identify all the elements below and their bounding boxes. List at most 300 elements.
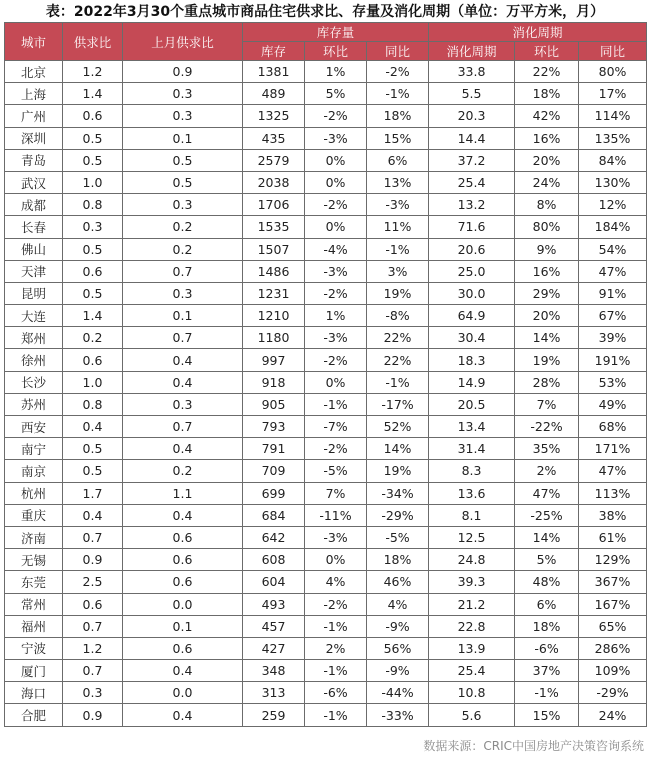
cell-inventory: 1706	[243, 194, 305, 216]
cell-cycle-yoy: 65%	[579, 615, 647, 637]
cell-city: 大连	[5, 305, 63, 327]
cell-cycle-yoy: 184%	[579, 216, 647, 238]
cell-inventory: 604	[243, 571, 305, 593]
table-row	[5, 549, 647, 571]
cell-inventory: 493	[243, 593, 305, 615]
cell-inventory: 918	[243, 371, 305, 393]
cell-supply-ratio: 0.6	[63, 260, 123, 282]
cell-cycle: 5.5	[429, 83, 515, 105]
cell-inventory: 348	[243, 660, 305, 682]
cell-inventory: 489	[243, 83, 305, 105]
cell-cycle-mom: 9%	[515, 238, 579, 260]
cell-cycle-yoy: 61%	[579, 526, 647, 548]
col-header-last-month-ratio: 上月供求比	[123, 23, 243, 61]
table-row	[5, 660, 647, 682]
cell-last-month-ratio: 0.4	[123, 371, 243, 393]
cell-city: 海口	[5, 682, 63, 704]
cell-cycle: 14.4	[429, 127, 515, 149]
table-row	[5, 171, 647, 193]
table-row	[5, 393, 647, 415]
cell-cycle-mom: 5%	[515, 549, 579, 571]
cell-supply-ratio: 0.9	[63, 549, 123, 571]
cell-city: 深圳	[5, 127, 63, 149]
cell-cycle-mom: 16%	[515, 260, 579, 282]
cell-inventory-yoy: -9%	[367, 615, 429, 637]
table-row	[5, 593, 647, 615]
cell-supply-ratio: 0.3	[63, 216, 123, 238]
cell-inventory-yoy: -17%	[367, 393, 429, 415]
cell-cycle: 24.8	[429, 549, 515, 571]
table-row	[5, 238, 647, 260]
cell-cycle: 25.4	[429, 171, 515, 193]
cell-last-month-ratio: 0.4	[123, 704, 243, 726]
source-note: 数据来源：CRIC中国房地产决策咨询系统	[423, 739, 644, 753]
cell-inventory-yoy: 52%	[367, 416, 429, 438]
cell-city: 宁波	[5, 637, 63, 659]
cell-cycle-yoy: 84%	[579, 149, 647, 171]
cell-inventory-mom: 7%	[305, 482, 367, 504]
cell-inventory-mom: -3%	[305, 526, 367, 548]
cell-inventory-yoy: -33%	[367, 704, 429, 726]
cell-supply-ratio: 0.5	[63, 149, 123, 171]
cell-cycle-mom: 15%	[515, 704, 579, 726]
table-row	[5, 704, 647, 726]
cell-cycle: 33.8	[429, 61, 515, 83]
cell-inventory: 791	[243, 438, 305, 460]
cell-cycle-yoy: 113%	[579, 482, 647, 504]
cell-supply-ratio: 0.5	[63, 438, 123, 460]
cell-last-month-ratio: 0.4	[123, 660, 243, 682]
cell-cycle: 30.4	[429, 327, 515, 349]
cell-cycle-mom: 80%	[515, 216, 579, 238]
cell-cycle: 64.9	[429, 305, 515, 327]
cell-cycle-mom: 19%	[515, 349, 579, 371]
cell-cycle-mom: 20%	[515, 305, 579, 327]
cell-inventory-mom: -2%	[305, 349, 367, 371]
cell-inventory-mom: 0%	[305, 549, 367, 571]
cell-cycle-mom: 18%	[515, 615, 579, 637]
cell-inventory-yoy: -5%	[367, 526, 429, 548]
cell-cycle: 21.2	[429, 593, 515, 615]
cell-supply-ratio: 1.0	[63, 171, 123, 193]
cell-last-month-ratio: 0.3	[123, 282, 243, 304]
cell-last-month-ratio: 0.3	[123, 83, 243, 105]
cell-cycle-yoy: 367%	[579, 571, 647, 593]
cell-cycle-yoy: 53%	[579, 371, 647, 393]
cell-cycle-yoy: 171%	[579, 438, 647, 460]
cell-cycle-mom: 24%	[515, 171, 579, 193]
cell-inventory: 1535	[243, 216, 305, 238]
table-row	[5, 371, 647, 393]
table-row	[5, 526, 647, 548]
cell-cycle-yoy: 54%	[579, 238, 647, 260]
cell-inventory-mom: 0%	[305, 171, 367, 193]
cell-inventory-yoy: 14%	[367, 438, 429, 460]
cell-cycle-yoy: 12%	[579, 194, 647, 216]
cell-inventory-mom: -6%	[305, 682, 367, 704]
cell-inventory-mom: -3%	[305, 327, 367, 349]
cell-inventory: 1507	[243, 238, 305, 260]
cell-cycle: 71.6	[429, 216, 515, 238]
cell-supply-ratio: 0.5	[63, 238, 123, 260]
cell-inventory-mom: 1%	[305, 61, 367, 83]
cell-inventory-yoy: -8%	[367, 305, 429, 327]
cell-inventory: 1180	[243, 327, 305, 349]
cell-inventory: 699	[243, 482, 305, 504]
cell-supply-ratio: 0.9	[63, 704, 123, 726]
cell-cycle: 13.9	[429, 637, 515, 659]
cell-city: 重庆	[5, 504, 63, 526]
cell-inventory-yoy: 3%	[367, 260, 429, 282]
cell-cycle-mom: 48%	[515, 571, 579, 593]
cell-cycle: 31.4	[429, 438, 515, 460]
table-row	[5, 327, 647, 349]
cell-supply-ratio: 0.4	[63, 416, 123, 438]
cell-last-month-ratio: 0.0	[123, 593, 243, 615]
table-row	[5, 637, 647, 659]
cell-cycle-mom: 7%	[515, 393, 579, 415]
cell-supply-ratio: 0.4	[63, 504, 123, 526]
cell-inventory: 2579	[243, 149, 305, 171]
cell-cycle: 13.6	[429, 482, 515, 504]
cell-supply-ratio: 0.3	[63, 682, 123, 704]
cell-cycle-mom: 28%	[515, 371, 579, 393]
cell-last-month-ratio: 0.7	[123, 416, 243, 438]
cell-supply-ratio: 1.7	[63, 482, 123, 504]
cell-inventory-yoy: 4%	[367, 593, 429, 615]
cell-cycle-yoy: -29%	[579, 682, 647, 704]
cell-inventory-yoy: 18%	[367, 105, 429, 127]
cell-cycle-yoy: 80%	[579, 61, 647, 83]
cell-inventory-yoy: -34%	[367, 482, 429, 504]
cell-supply-ratio: 2.5	[63, 571, 123, 593]
cell-city: 青岛	[5, 149, 63, 171]
cell-last-month-ratio: 0.3	[123, 105, 243, 127]
group-header-inventory: 库存量	[243, 23, 429, 42]
cell-supply-ratio: 0.8	[63, 194, 123, 216]
cell-city: 天津	[5, 260, 63, 282]
col-header-inventory: 库存	[243, 42, 305, 61]
cell-supply-ratio: 0.7	[63, 526, 123, 548]
cell-last-month-ratio: 0.6	[123, 549, 243, 571]
cell-cycle-yoy: 191%	[579, 349, 647, 371]
cell-inventory: 1210	[243, 305, 305, 327]
cell-city: 西安	[5, 416, 63, 438]
cell-inventory: 427	[243, 637, 305, 659]
col-header-cycle-mom: 环比	[515, 42, 579, 61]
cell-cycle: 8.1	[429, 504, 515, 526]
cell-city: 长沙	[5, 371, 63, 393]
cell-inventory: 997	[243, 349, 305, 371]
table-row	[5, 482, 647, 504]
cell-city: 福州	[5, 615, 63, 637]
cell-supply-ratio: 0.6	[63, 593, 123, 615]
cell-cycle-mom: 18%	[515, 83, 579, 105]
cell-cycle: 20.6	[429, 238, 515, 260]
cell-city: 北京	[5, 61, 63, 83]
cell-cycle: 25.0	[429, 260, 515, 282]
cell-cycle-yoy: 114%	[579, 105, 647, 127]
cell-supply-ratio: 0.5	[63, 282, 123, 304]
cell-inventory: 259	[243, 704, 305, 726]
cell-inventory-mom: 0%	[305, 371, 367, 393]
cell-cycle-mom: -6%	[515, 637, 579, 659]
table-row	[5, 504, 647, 526]
cell-cycle: 14.9	[429, 371, 515, 393]
cell-last-month-ratio: 0.1	[123, 615, 243, 637]
cell-inventory-mom: -7%	[305, 416, 367, 438]
cell-city: 东莞	[5, 571, 63, 593]
cell-last-month-ratio: 0.6	[123, 637, 243, 659]
cell-inventory: 2038	[243, 171, 305, 193]
cell-cycle-mom: 35%	[515, 438, 579, 460]
cell-cycle-yoy: 109%	[579, 660, 647, 682]
cell-inventory-yoy: -3%	[367, 194, 429, 216]
cell-supply-ratio: 0.8	[63, 393, 123, 415]
cell-cycle-mom: 16%	[515, 127, 579, 149]
cell-cycle-mom: 6%	[515, 593, 579, 615]
cell-last-month-ratio: 0.7	[123, 260, 243, 282]
cell-cycle-mom: -22%	[515, 416, 579, 438]
cell-cycle-mom: 37%	[515, 660, 579, 682]
cell-city: 成都	[5, 194, 63, 216]
cell-inventory-mom: 0%	[305, 216, 367, 238]
cell-city: 徐州	[5, 349, 63, 371]
cell-city: 武汉	[5, 171, 63, 193]
cell-cycle-yoy: 91%	[579, 282, 647, 304]
cell-city: 厦门	[5, 660, 63, 682]
table-row	[5, 216, 647, 238]
cell-inventory-mom: -1%	[305, 393, 367, 415]
table-row	[5, 149, 647, 171]
cell-city: 南京	[5, 460, 63, 482]
cell-inventory: 709	[243, 460, 305, 482]
cell-inventory-mom: -1%	[305, 704, 367, 726]
table-row	[5, 571, 647, 593]
cell-last-month-ratio: 0.1	[123, 127, 243, 149]
cell-city: 苏州	[5, 393, 63, 415]
cell-cycle-yoy: 167%	[579, 593, 647, 615]
cell-inventory-mom: 1%	[305, 305, 367, 327]
cell-inventory-yoy: -1%	[367, 371, 429, 393]
cell-city: 上海	[5, 83, 63, 105]
cell-cycle-mom: 29%	[515, 282, 579, 304]
cell-cycle-mom: 42%	[515, 105, 579, 127]
cell-cycle-yoy: 49%	[579, 393, 647, 415]
cell-inventory: 313	[243, 682, 305, 704]
cell-inventory-yoy: -29%	[367, 504, 429, 526]
table-row	[5, 682, 647, 704]
table-row	[5, 460, 647, 482]
cell-supply-ratio: 1.4	[63, 83, 123, 105]
cell-inventory: 435	[243, 127, 305, 149]
cell-last-month-ratio: 0.2	[123, 460, 243, 482]
cell-inventory-mom: -1%	[305, 615, 367, 637]
cell-inventory: 684	[243, 504, 305, 526]
cell-supply-ratio: 0.2	[63, 327, 123, 349]
cell-last-month-ratio: 0.4	[123, 504, 243, 526]
col-header-supply-ratio: 供求比	[63, 23, 123, 61]
cell-cycle-yoy: 47%	[579, 460, 647, 482]
cell-cycle-yoy: 129%	[579, 549, 647, 571]
table-row	[5, 260, 647, 282]
cell-supply-ratio: 0.6	[63, 105, 123, 127]
cell-supply-ratio: 1.0	[63, 371, 123, 393]
cell-supply-ratio: 0.5	[63, 127, 123, 149]
cell-cycle-mom: 14%	[515, 327, 579, 349]
cell-inventory-mom: -1%	[305, 660, 367, 682]
cell-inventory: 1231	[243, 282, 305, 304]
cell-cycle: 37.2	[429, 149, 515, 171]
cell-cycle: 13.2	[429, 194, 515, 216]
cell-cycle: 13.4	[429, 416, 515, 438]
cell-inventory-yoy: 11%	[367, 216, 429, 238]
cell-city: 郑州	[5, 327, 63, 349]
cell-inventory-yoy: 6%	[367, 149, 429, 171]
col-header-city: 城市	[5, 23, 63, 61]
cell-last-month-ratio: 0.5	[123, 171, 243, 193]
cell-last-month-ratio: 0.5	[123, 149, 243, 171]
cell-cycle-mom: 14%	[515, 526, 579, 548]
group-header-cycle: 消化周期	[429, 23, 647, 42]
cell-cycle-mom: -25%	[515, 504, 579, 526]
cell-inventory-yoy: -1%	[367, 83, 429, 105]
cell-cycle-mom: 20%	[515, 149, 579, 171]
cell-inventory-mom: -2%	[305, 438, 367, 460]
cell-last-month-ratio: 0.6	[123, 526, 243, 548]
cell-inventory-yoy: 56%	[367, 637, 429, 659]
table-body	[5, 61, 647, 727]
cell-inventory-yoy: 15%	[367, 127, 429, 149]
cell-city: 昆明	[5, 282, 63, 304]
cell-inventory-yoy: 18%	[367, 549, 429, 571]
cell-city: 南宁	[5, 438, 63, 460]
cell-cycle-mom: 22%	[515, 61, 579, 83]
table-row	[5, 615, 647, 637]
col-header-cycle: 消化周期	[429, 42, 515, 61]
cell-cycle-yoy: 17%	[579, 83, 647, 105]
table-row	[5, 194, 647, 216]
cell-inventory: 905	[243, 393, 305, 415]
cell-inventory-yoy: -44%	[367, 682, 429, 704]
cell-cycle: 39.3	[429, 571, 515, 593]
cell-inventory-yoy: -2%	[367, 61, 429, 83]
cell-cycle-yoy: 47%	[579, 260, 647, 282]
table-title: 表：2022年3月30个重点城市商品住宅供求比、存量及消化周期（单位：万平方米，月）	[45, 4, 605, 20]
cell-city: 济南	[5, 526, 63, 548]
cell-inventory: 642	[243, 526, 305, 548]
table-row	[5, 349, 647, 371]
cell-cycle-yoy: 130%	[579, 171, 647, 193]
cell-last-month-ratio: 0.0	[123, 682, 243, 704]
cell-inventory-yoy: 13%	[367, 171, 429, 193]
cell-cycle: 20.5	[429, 393, 515, 415]
cell-supply-ratio: 0.7	[63, 660, 123, 682]
cell-last-month-ratio: 0.7	[123, 327, 243, 349]
cell-supply-ratio: 0.7	[63, 615, 123, 637]
table-row	[5, 438, 647, 460]
cell-city: 广州	[5, 105, 63, 127]
cell-cycle: 22.8	[429, 615, 515, 637]
col-header-inventory-mom: 环比	[305, 42, 367, 61]
cell-cycle-mom: 47%	[515, 482, 579, 504]
cell-cycle-yoy: 24%	[579, 704, 647, 726]
cell-inventory-yoy: -1%	[367, 238, 429, 260]
cell-inventory-mom: -3%	[305, 127, 367, 149]
cell-cycle-yoy: 39%	[579, 327, 647, 349]
cell-inventory: 1486	[243, 260, 305, 282]
cell-inventory-yoy: 19%	[367, 282, 429, 304]
cell-cycle: 20.3	[429, 105, 515, 127]
col-header-inventory-yoy: 同比	[367, 42, 429, 61]
cell-city: 杭州	[5, 482, 63, 504]
cell-inventory-mom: -2%	[305, 194, 367, 216]
cell-inventory-mom: 0%	[305, 149, 367, 171]
cell-inventory-yoy: -9%	[367, 660, 429, 682]
cell-last-month-ratio: 0.6	[123, 571, 243, 593]
cell-cycle-mom: 8%	[515, 194, 579, 216]
cell-inventory: 457	[243, 615, 305, 637]
cell-cycle-mom: -1%	[515, 682, 579, 704]
cell-inventory-mom: 4%	[305, 571, 367, 593]
cell-inventory-mom: -2%	[305, 593, 367, 615]
cell-inventory: 793	[243, 416, 305, 438]
cell-inventory-mom: -4%	[305, 238, 367, 260]
cell-last-month-ratio: 0.2	[123, 238, 243, 260]
table-row	[5, 105, 647, 127]
cell-last-month-ratio: 0.3	[123, 194, 243, 216]
cell-inventory-yoy: 46%	[367, 571, 429, 593]
cell-last-month-ratio: 1.1	[123, 482, 243, 504]
cell-inventory-mom: 5%	[305, 83, 367, 105]
table-row	[5, 305, 647, 327]
cell-cycle: 8.3	[429, 460, 515, 482]
cell-last-month-ratio: 0.4	[123, 349, 243, 371]
cell-inventory-yoy: 22%	[367, 349, 429, 371]
cell-inventory-mom: -3%	[305, 260, 367, 282]
cell-supply-ratio: 1.4	[63, 305, 123, 327]
cell-last-month-ratio: 0.1	[123, 305, 243, 327]
cell-city: 常州	[5, 593, 63, 615]
cell-cycle: 10.8	[429, 682, 515, 704]
cell-cycle-yoy: 68%	[579, 416, 647, 438]
cell-city: 合肥	[5, 704, 63, 726]
table-row	[5, 61, 647, 83]
cell-cycle: 18.3	[429, 349, 515, 371]
cell-cycle-yoy: 67%	[579, 305, 647, 327]
cell-supply-ratio: 1.2	[63, 637, 123, 659]
cell-cycle: 12.5	[429, 526, 515, 548]
cell-city: 长春	[5, 216, 63, 238]
cell-last-month-ratio: 0.3	[123, 393, 243, 415]
cell-supply-ratio: 1.2	[63, 61, 123, 83]
cell-cycle-yoy: 38%	[579, 504, 647, 526]
table-header	[5, 23, 647, 61]
table-row	[5, 127, 647, 149]
cell-inventory-mom: -11%	[305, 504, 367, 526]
table-row	[5, 83, 647, 105]
cell-cycle: 30.0	[429, 282, 515, 304]
cell-cycle-yoy: 286%	[579, 637, 647, 659]
cell-inventory: 1381	[243, 61, 305, 83]
cell-last-month-ratio: 0.9	[123, 61, 243, 83]
cell-inventory-yoy: 22%	[367, 327, 429, 349]
cell-inventory: 1325	[243, 105, 305, 127]
cell-cycle-yoy: 135%	[579, 127, 647, 149]
table-row	[5, 282, 647, 304]
cell-last-month-ratio: 0.2	[123, 216, 243, 238]
cell-inventory-yoy: 19%	[367, 460, 429, 482]
